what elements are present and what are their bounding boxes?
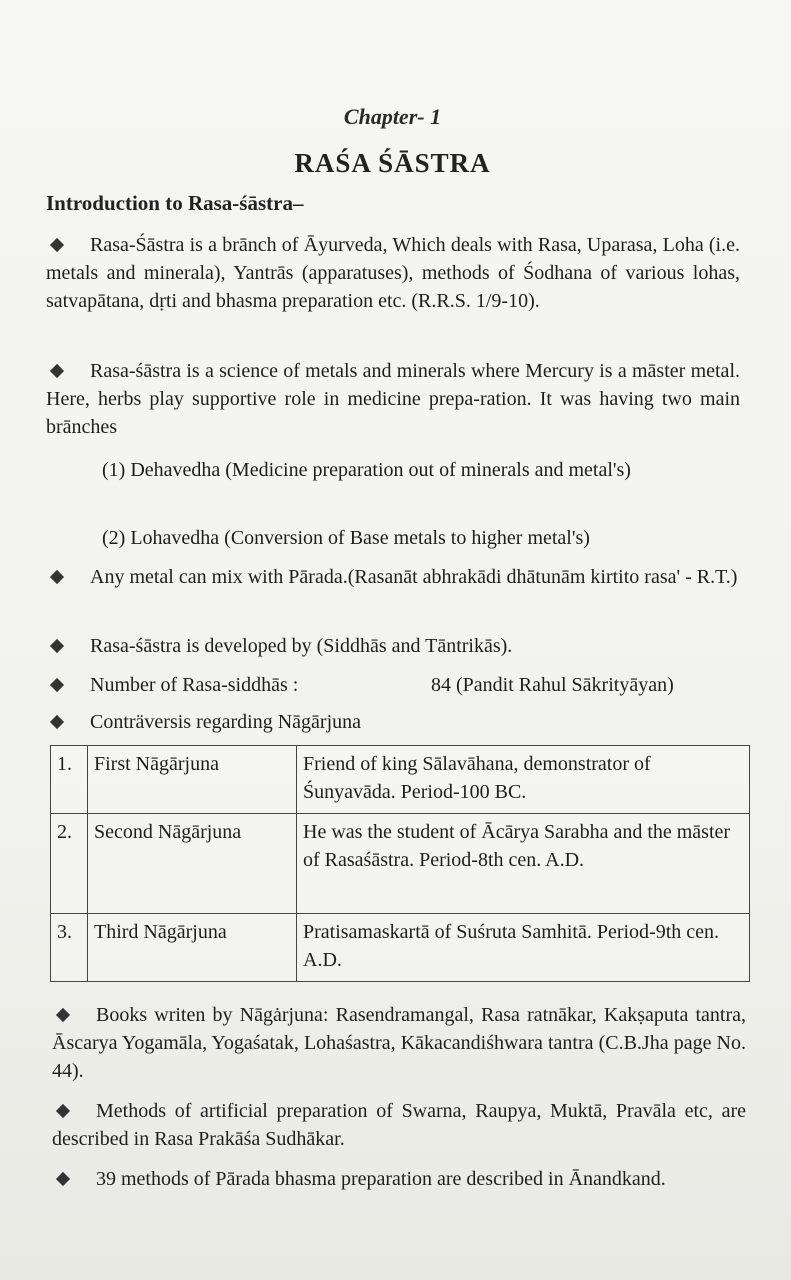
paragraph-8-text: Methods of artificial preparation of Swarna, Raupya, Muktā, Pravāla etc, are described in Rasa Prakāśa Sudhākar.: [52, 1100, 746, 1150]
row-description: Friend of king Sālavāhana, demonstrator of Śunyavāda. Period-100 BC.: [297, 746, 750, 814]
paragraph-6-text: Conträversis regarding Nāgārjuna: [90, 711, 362, 733]
paragraph-7: [52, 1001, 746, 1085]
row-name: Third Nāgārjuna: [88, 914, 297, 982]
paragraph-9-text: 39 methods of Pārada bhasma preparation are described in Ānandkand.: [96, 1168, 666, 1190]
paragraph-3-text: Any metal can mix with Pārada.(Rasanāt abhrakādi dhātunām kirtito rasa' - R.T.): [90, 566, 738, 588]
branch-2-text: (2) Lohavedha (Conversion of Base metals to higher metal's): [102, 527, 590, 549]
table-row: [51, 814, 750, 914]
paragraph-1: [46, 231, 740, 315]
row-number: 2.: [51, 814, 88, 914]
paragraph-5: [46, 671, 740, 699]
paragraph-9: [52, 1165, 746, 1193]
table-row: [51, 914, 750, 982]
diamond-bullet-icon: [56, 1172, 70, 1186]
paragraph-1-text: Rasa-Śāstra is a brānch of Āyurveda, Which deals with Rasa, Uparasa, Loha (i.e. metals and minerala), Yantrās (apparatuses), methods of Śodhana of various lohas, satvapātana, dṛti and bhasma preparation etc. (R.R.S. 1/9-10).: [46, 234, 740, 312]
branch-2: [46, 524, 740, 552]
diamond-bullet-icon: [56, 1008, 70, 1022]
row-name: First Nāgārjuna: [88, 746, 297, 814]
paragraph-2: [46, 357, 740, 441]
row-number: 3.: [51, 914, 88, 982]
table-row: [51, 746, 750, 814]
page-title: RAŚA ŚĀSTRA: [294, 148, 491, 178]
branch-1-text: (1) Dehavedha (Medicine preparation out of minerals and metal's): [102, 459, 631, 481]
row-number: 1.: [51, 746, 88, 814]
diamond-bullet-icon: [50, 639, 64, 653]
paragraph-7-text: Books writen by Nāgȧrjuna: Rasendramangal, Rasa ratnākar, Kakṣaputa tantra, Āscarya Yogamāla, Yogaśatak, Lohaśastra, Kākacandiśhwara tantra (C.B.Jha page No. 44).: [52, 1004, 746, 1082]
paragraph-4: [46, 632, 740, 660]
diamond-bullet-icon: [50, 678, 64, 692]
diamond-bullet-icon: [50, 238, 64, 252]
chapter-label: Chapter- 1: [343, 104, 442, 129]
row-description: He was the student of Ācārya Sarabha and the māster of Rasaśāstra. Period-8th cen. A.D.: [297, 814, 750, 914]
branch-1: [46, 456, 740, 484]
siddhas-count-label: Number of Rasa-siddhās :: [90, 674, 299, 696]
paragraph-8: [52, 1097, 746, 1153]
paragraph-2-text: Rasa-śāstra is a science of metals and minerals where Mercury is a māster metal. Here, herbs play supportive role in medicine prepa-ration. It was having two main brānches: [46, 360, 740, 438]
row-name: Second Nāgārjuna: [88, 814, 297, 914]
diamond-bullet-icon: [50, 715, 64, 729]
paragraph-3: [46, 563, 740, 591]
siddhas-count-value: 84 (Pandit Rahul Sākrityāyan): [431, 674, 674, 696]
section-heading: Introduction to Rasa-śāstra–: [46, 191, 304, 215]
diamond-bullet-icon: [50, 570, 64, 584]
diamond-bullet-icon: [56, 1104, 70, 1118]
paragraph-6: [46, 708, 740, 736]
nagarjuna-table: [50, 745, 750, 982]
diamond-bullet-icon: [50, 364, 64, 378]
paragraph-4-text: Rasa-śāstra is developed by (Siddhās and Tāntrikās).: [90, 635, 513, 657]
row-description: Pratisamaskartā of Suśruta Samhitā. Period-9th cen. A.D.: [297, 914, 750, 982]
